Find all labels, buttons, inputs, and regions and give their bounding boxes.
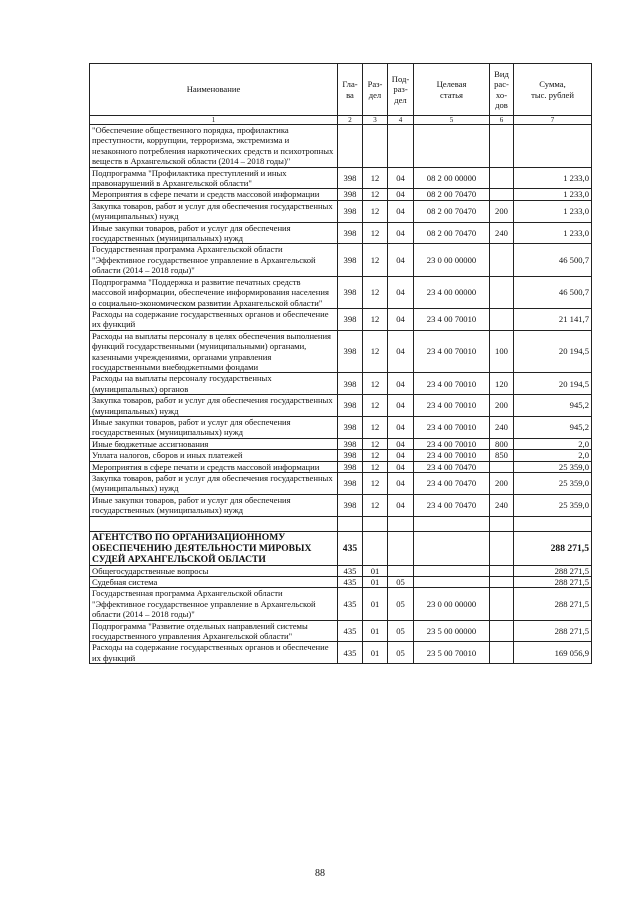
- cell-target: 08 2 00 70470: [414, 222, 490, 244]
- cell-chapter: 398: [338, 395, 363, 417]
- cell-chapter: 398: [338, 167, 363, 189]
- cell-target: 23 0 00 00000: [414, 244, 490, 276]
- cell-chapter: 398: [338, 416, 363, 438]
- header-section: Раз- дел: [363, 64, 388, 116]
- cell-kind: 240: [490, 416, 514, 438]
- cell-kind: 240: [490, 494, 514, 516]
- cell-target: 23 4 00 70010: [414, 373, 490, 395]
- cell-subsection: 04: [388, 450, 414, 461]
- cell-sum: 288 271,5: [514, 620, 592, 642]
- cell-chapter: 398: [338, 450, 363, 461]
- cell-subsection: [388, 125, 414, 168]
- cell-target: 23 4 00 70470: [414, 494, 490, 516]
- header-row: [90, 64, 592, 116]
- cell-name: Расходы на содержание государственных органов и обеспечение их функций: [90, 308, 338, 330]
- cell-sum: [514, 125, 592, 168]
- cell-name: Расходы на выплаты персоналу в целях обеспечения выполнения функций государственными (муниципальными) органами, казенными учреждениями, органами управления государственными внебюджетными фондами: [90, 330, 338, 373]
- column-number: 4: [388, 116, 414, 125]
- cell-subsection: 04: [388, 473, 414, 495]
- cell-kind: [490, 276, 514, 308]
- cell-target: 23 4 00 70010: [414, 330, 490, 373]
- cell-section: 01: [363, 620, 388, 642]
- cell-chapter: 398: [338, 473, 363, 495]
- cell-target: 23 4 00 70010: [414, 438, 490, 449]
- cell-sum: 169 056,9: [514, 642, 592, 664]
- cell-name: Государственная программа Архангельской области "Эффективное государственное управление в Архангельской области (2014 – 2018 годы)": [90, 588, 338, 620]
- cell-kind: 200: [490, 395, 514, 417]
- cell-target: [414, 577, 490, 588]
- cell-section: 12: [363, 244, 388, 276]
- cell-section: 01: [363, 588, 388, 620]
- cell-kind: 850: [490, 450, 514, 461]
- cell-subsection: 04: [388, 416, 414, 438]
- cell-kind: 800: [490, 438, 514, 449]
- cell-kind: 200: [490, 200, 514, 222]
- cell-chapter: 398: [338, 461, 363, 472]
- cell-subsection: 04: [388, 276, 414, 308]
- cell-section: 12: [363, 438, 388, 449]
- cell-target: 23 5 00 00000: [414, 620, 490, 642]
- cell-sum: [514, 516, 592, 531]
- table-row: [90, 494, 592, 516]
- cell-kind: [490, 531, 514, 565]
- header-sum: Сумма, тыс. рублей: [514, 64, 592, 116]
- cell-name: Иные бюджетные ассигнования: [90, 438, 338, 449]
- cell-name: Расходы на содержание государственных органов и обеспечение их функций: [90, 642, 338, 664]
- table-row: [90, 642, 592, 664]
- cell-section: [363, 516, 388, 531]
- cell-section: 01: [363, 642, 388, 664]
- cell-section: 12: [363, 450, 388, 461]
- cell-sum: 288 271,5: [514, 531, 592, 565]
- table-row: [90, 308, 592, 330]
- header-name: Наименование: [90, 64, 338, 116]
- cell-section: [363, 125, 388, 168]
- cell-sum: 1 233,0: [514, 200, 592, 222]
- cell-subsection: 05: [388, 577, 414, 588]
- cell-subsection: 04: [388, 395, 414, 417]
- table-row: [90, 373, 592, 395]
- header-kind: Вид рас- хо- дов: [490, 64, 514, 116]
- cell-name: Иные закупки товаров, работ и услуг для обеспечения государственных (муниципальных) нужд: [90, 416, 338, 438]
- table-row: [90, 395, 592, 417]
- column-number: 1: [90, 116, 338, 125]
- cell-sum: 20 194,5: [514, 373, 592, 395]
- cell-target: [414, 531, 490, 565]
- cell-target: 23 5 00 70010: [414, 642, 490, 664]
- cell-name: Судебная система: [90, 577, 338, 588]
- cell-name: Мероприятия в сфере печати и средств массовой информации: [90, 461, 338, 472]
- cell-kind: [490, 588, 514, 620]
- cell-name: Закупка товаров, работ и услуг для обеспечения государственных (муниципальных) нужд: [90, 395, 338, 417]
- cell-chapter: 398: [338, 494, 363, 516]
- header-subsection: Под- раз- дел: [388, 64, 414, 116]
- cell-section: 12: [363, 416, 388, 438]
- cell-kind: [490, 125, 514, 168]
- cell-name: Закупка товаров, работ и услуг для обеспечения государственных (муниципальных) нужд: [90, 473, 338, 495]
- cell-sum: 21 141,7: [514, 308, 592, 330]
- cell-kind: [490, 642, 514, 664]
- cell-chapter: 398: [338, 330, 363, 373]
- cell-kind: [490, 244, 514, 276]
- table-row: [90, 416, 592, 438]
- cell-name: Общегосударственные вопросы: [90, 565, 338, 576]
- cell-kind: [490, 189, 514, 200]
- page-number: 88: [315, 868, 325, 879]
- cell-kind: 200: [490, 473, 514, 495]
- cell-chapter: 435: [338, 565, 363, 576]
- cell-kind: 120: [490, 373, 514, 395]
- cell-kind: 240: [490, 222, 514, 244]
- table-row: [90, 125, 592, 168]
- cell-chapter: [338, 516, 363, 531]
- cell-subsection: 04: [388, 461, 414, 472]
- cell-subsection: [388, 516, 414, 531]
- cell-chapter: 435: [338, 620, 363, 642]
- cell-target: 23 4 00 70010: [414, 308, 490, 330]
- header-target: Целевая статья: [414, 64, 490, 116]
- cell-name: Государственная программа Архангельской области "Эффективное государственное управление в Архангельской области (2014 – 2018 годы)": [90, 244, 338, 276]
- column-number: 6: [490, 116, 514, 125]
- cell-sum: 20 194,5: [514, 330, 592, 373]
- cell-section: 12: [363, 330, 388, 373]
- cell-chapter: [338, 125, 363, 168]
- cell-name: Расходы на выплаты персоналу государственных (муниципальных) органов: [90, 373, 338, 395]
- cell-target: 23 4 00 70010: [414, 395, 490, 417]
- header-chapter: Гла- ва: [338, 64, 363, 116]
- cell-subsection: 05: [388, 620, 414, 642]
- cell-chapter: 398: [338, 244, 363, 276]
- table-row: [90, 244, 592, 276]
- cell-sum: 288 271,5: [514, 588, 592, 620]
- cell-chapter: 398: [338, 308, 363, 330]
- cell-name: "Обеспечение общественного порядка, профилактика преступности, коррупции, терроризма, экстремизма и незаконного потребления наркотических средств и психотропных веществ в Архангельской области (2014 – 2018 годы)": [90, 125, 338, 168]
- cell-section: 12: [363, 461, 388, 472]
- table-row: [90, 531, 592, 565]
- table-row: [90, 450, 592, 461]
- table-row: [90, 438, 592, 449]
- cell-subsection: 04: [388, 373, 414, 395]
- column-number-row: [90, 116, 592, 125]
- cell-name: Подпрограмма "Поддержка и развитие печатных средств массовой информации, обеспечение информирования населения о социально-экономическом развитии Архангельской области": [90, 276, 338, 308]
- cell-section: 12: [363, 473, 388, 495]
- cell-target: 23 4 00 70470: [414, 473, 490, 495]
- cell-section: 12: [363, 494, 388, 516]
- cell-name: Подпрограмма "Профилактика преступлений и иных правонарушений в Архангельской области": [90, 167, 338, 189]
- cell-sum: 288 271,5: [514, 565, 592, 576]
- cell-section: 01: [363, 577, 388, 588]
- cell-chapter: 435: [338, 531, 363, 565]
- cell-name: Уплата налогов, сборов и иных платежей: [90, 450, 338, 461]
- table-row: [90, 200, 592, 222]
- cell-sum: 46 500,7: [514, 276, 592, 308]
- cell-subsection: 04: [388, 308, 414, 330]
- cell-section: 12: [363, 189, 388, 200]
- cell-target: 23 4 00 00000: [414, 276, 490, 308]
- cell-kind: [490, 565, 514, 576]
- spacer-row: [90, 516, 592, 531]
- cell-chapter: 398: [338, 189, 363, 200]
- cell-subsection: [388, 531, 414, 565]
- table-row: [90, 461, 592, 472]
- cell-subsection: 04: [388, 167, 414, 189]
- cell-section: 12: [363, 276, 388, 308]
- cell-subsection: 04: [388, 200, 414, 222]
- cell-kind: [490, 516, 514, 531]
- cell-section: 12: [363, 167, 388, 189]
- cell-chapter: 398: [338, 200, 363, 222]
- cell-chapter: 435: [338, 577, 363, 588]
- column-number: 5: [414, 116, 490, 125]
- cell-kind: 100: [490, 330, 514, 373]
- cell-subsection: 04: [388, 222, 414, 244]
- cell-sum: 288 271,5: [514, 577, 592, 588]
- cell-target: [414, 125, 490, 168]
- cell-name: Подпрограмма "Развитие отдельных направлений системы государственного управления Архангельской области": [90, 620, 338, 642]
- cell-name: Мероприятия в сфере печати и средств массовой информации: [90, 189, 338, 200]
- cell-sum: 1 233,0: [514, 167, 592, 189]
- table-row: [90, 565, 592, 576]
- cell-sum: 25 359,0: [514, 461, 592, 472]
- cell-target: 08 2 00 70470: [414, 200, 490, 222]
- budget-table: [89, 63, 592, 664]
- cell-section: [363, 531, 388, 565]
- column-number: 3: [363, 116, 388, 125]
- table-row: [90, 620, 592, 642]
- cell-subsection: 04: [388, 330, 414, 373]
- column-number: 2: [338, 116, 363, 125]
- cell-section: 12: [363, 373, 388, 395]
- cell-subsection: 05: [388, 588, 414, 620]
- cell-chapter: 435: [338, 588, 363, 620]
- cell-target: 23 4 00 70470: [414, 461, 490, 472]
- cell-name: [90, 516, 338, 531]
- cell-sum: 2,0: [514, 438, 592, 449]
- cell-target: 23 4 00 70010: [414, 416, 490, 438]
- cell-target: [414, 516, 490, 531]
- cell-chapter: 435: [338, 642, 363, 664]
- cell-chapter: 398: [338, 276, 363, 308]
- table-row: [90, 222, 592, 244]
- table-row: [90, 577, 592, 588]
- table-row: [90, 330, 592, 373]
- cell-chapter: 398: [338, 373, 363, 395]
- cell-subsection: 05: [388, 642, 414, 664]
- cell-sum: 25 359,0: [514, 473, 592, 495]
- cell-name: Иные закупки товаров, работ и услуг для обеспечения государственных (муниципальных) нужд: [90, 494, 338, 516]
- table-row: [90, 473, 592, 495]
- cell-subsection: [388, 565, 414, 576]
- cell-name: АГЕНТСТВО ПО ОРГАНИЗАЦИОННОМУ ОБЕСПЕЧЕНИЮ ДЕЯТЕЛЬНОСТИ МИРОВЫХ СУДЕЙ АРХАНГЕЛЬСКОЙ ОБЛАСТИ: [90, 531, 338, 565]
- cell-name: Иные закупки товаров, работ и услуг для обеспечения государственных (муниципальных) нужд: [90, 222, 338, 244]
- cell-sum: 25 359,0: [514, 494, 592, 516]
- cell-sum: 46 500,7: [514, 244, 592, 276]
- column-number: 7: [514, 116, 592, 125]
- cell-subsection: 04: [388, 189, 414, 200]
- cell-subsection: 04: [388, 438, 414, 449]
- cell-section: 01: [363, 565, 388, 576]
- cell-sum: 1 233,0: [514, 189, 592, 200]
- cell-subsection: 04: [388, 494, 414, 516]
- cell-sum: 1 233,0: [514, 222, 592, 244]
- cell-target: 23 4 00 70010: [414, 450, 490, 461]
- cell-kind: [490, 577, 514, 588]
- cell-section: 12: [363, 222, 388, 244]
- cell-name: Закупка товаров, работ и услуг для обеспечения государственных (муниципальных) нужд: [90, 200, 338, 222]
- cell-target: 08 2 00 00000: [414, 167, 490, 189]
- cell-kind: [490, 167, 514, 189]
- table-row: [90, 276, 592, 308]
- cell-sum: 2,0: [514, 450, 592, 461]
- cell-sum: 945,2: [514, 416, 592, 438]
- cell-kind: [490, 308, 514, 330]
- cell-section: 12: [363, 395, 388, 417]
- cell-section: 12: [363, 308, 388, 330]
- cell-section: 12: [363, 200, 388, 222]
- cell-target: 08 2 00 70470: [414, 189, 490, 200]
- table-row: [90, 588, 592, 620]
- cell-sum: 945,2: [514, 395, 592, 417]
- cell-chapter: 398: [338, 438, 363, 449]
- cell-subsection: 04: [388, 244, 414, 276]
- cell-kind: [490, 620, 514, 642]
- table-row: [90, 189, 592, 200]
- cell-target: 23 0 00 00000: [414, 588, 490, 620]
- cell-target: [414, 565, 490, 576]
- table-row: [90, 167, 592, 189]
- cell-kind: [490, 461, 514, 472]
- table-body: [90, 125, 592, 664]
- cell-chapter: 398: [338, 222, 363, 244]
